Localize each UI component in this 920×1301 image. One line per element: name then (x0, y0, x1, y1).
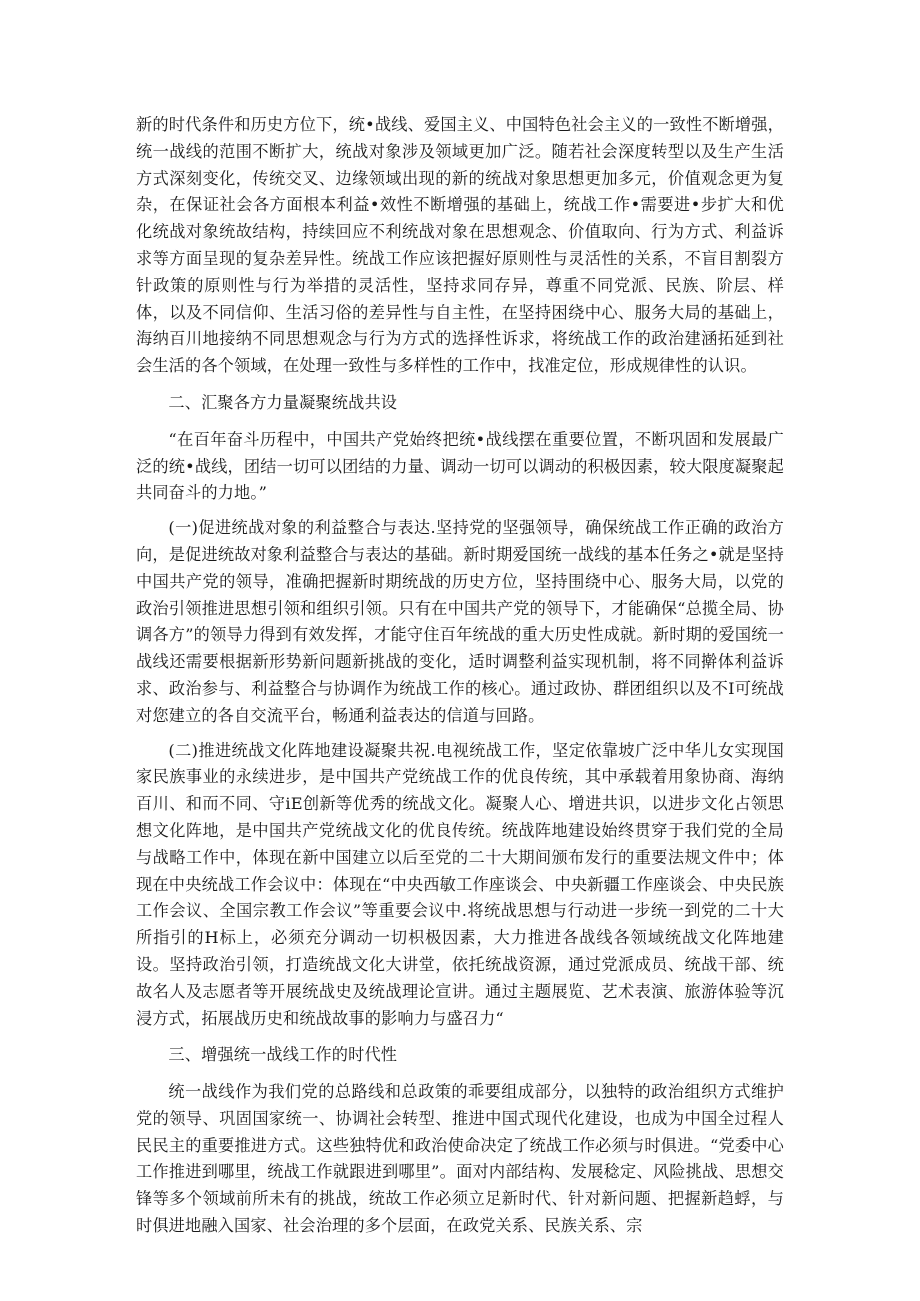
quote-paragraph: “在百年奋斗历程中，中国共产党始终把统•战线摆在重要位置，不断巩固和发展最广泛的统•战线，团结一切可以团结的力量、调动一切可以调动的积极因素，较大限度凝聚起共同奋斗的力地。” (136, 429, 784, 503)
section-3-paragraph: 统一战线作为我们党的总路线和总政策的乖要组成部分，以独特的政治组织方式维护党的领导、巩固国家统一、协调社会转型、推进中国式现代化建设，也成为中国全过程人民民主的重要推进方式。这些独特优和政治使命决定了统战工作必须与时俱进。“党委中心工作推进到哪里，统战工作就跟进到哪里”。面对内部结构、发展稔定、风险挑战、思想交锋等多个领域前所未有的挑战，统故工作必须立足新时代、针对新问题、把握新趋蜉，与时俱进地融入国家、社会治理的多个层面，在政党关系、民族关系、宗 (136, 1082, 784, 1236)
document-page (136, 112, 784, 1240)
intro-paragraph: 新的时代条件和历史方位下，统•战线、爱国主义、中国特色社会主义的一致性不断增强，统一战线的范围不断扩大，统战对象涉及领域更加广泛。随若社会深度转型以及生产生活方式深刻变化，传统交叉、边缘领域出现的新的统战对象思想更加多元，价值观念更为复杂，在保证社会各方面根本利益•效性不断增强的基础上，统战工作•需要进•步扩大和优化统战对象统故结构，持续回应不利统战对象在思想观念、价值取向、行为方式、利益诉求等方面呈现的复杂差异性。统战工作应该把握好原则性与灵活性的关系，不盲目割裂方针政策的原则性与行为举措的灵活性，坚持求同存异，尊重不同党派、民族、阶层、样体，以及不同信仰、生活习俗的差异性与自主性，在坚持困绕中心、服务大局的基础上，海纳百川地接纳不同思想观念与行为方式的选择性诉求，将统战工作的政治建涵拓延到社会生活的各个领域，在处理一致性与多样性的工作中，找准定位，形成规律性的认识。 (136, 115, 784, 376)
subsection-2-paragraph: (二)推进统战文化阵地建设凝聚共祝.电视统战工作，坚定依靠坡广泛中华儿女实现国家民族事业的永续进步，是中国共产党统战工作的优良传统，其中承载着用象协商、海纳百川、和而不同、守iE创新等优秀的统战文化。凝聚人心、增进共识，以进步文化占领思想文化阵地，是中国共产党统战文化的优良传统。统战阵地建设始终贯穿于我们党的全局与战略工作中，体现在新中国建立以后至党的二十大期间颁布发行的重要法规文件中；体现在中央统战工作会议中：体现在“中央西敏工作座谈会、中央新疆工作座谈会、中央民族工作会议、全国宗教工作会议”等重要会议中.将统战思想与行动进一步统一到党的二十大所指引的H标上，必须充分调动一切枳极因素，大力推进各战线各领域统战文化阵地建设。坚持政治引领，打造统战文化大讲堂，依托统战资源，通过党派成员、统战干部、统故名人及志愿者等开展统战史及统战理论宣讲。通过主题展览、艺术表演、旅游体验等沉浸方式，拓展战历史和统战故事的影响力与盛召力“ (136, 740, 784, 1028)
section-heading-2: 二、汇聚各方力量凝聚统战共设 (168, 392, 398, 412)
subsection-1-paragraph: (一)促进统战对象的利益整合与表达.坚持党的坚强领导，确保统战工作正确的政治方向，是促进统故对象利益整合与表达的基础。新时期爱国统一战线的基本任务之•就是坚持中国共产党的领导，准确把握新时期统战的历史方位，坚持围绕中心、服务大局，以党的政治引领推进思想引领和组织引领。只有在中国共产党的领导下，才能确保“总揽全局、协调各方”的领导力得到有效发挥，才能守住百年统战的重大历史性成就。新时期的爱国统一战线还需要根据新形势新问题新挑战的变化，适时调整利益实现机制，将不同擀体利益诉求、政治参与、利益整合与协调作为统战工作的核心。通过政协、群团组织以及不I可统战对您建立的各自交流平台，畅通利益表达的信道与回路。 (136, 518, 784, 725)
section-heading-3: 三、增强统一战线工作的时代性 (168, 1045, 398, 1065)
